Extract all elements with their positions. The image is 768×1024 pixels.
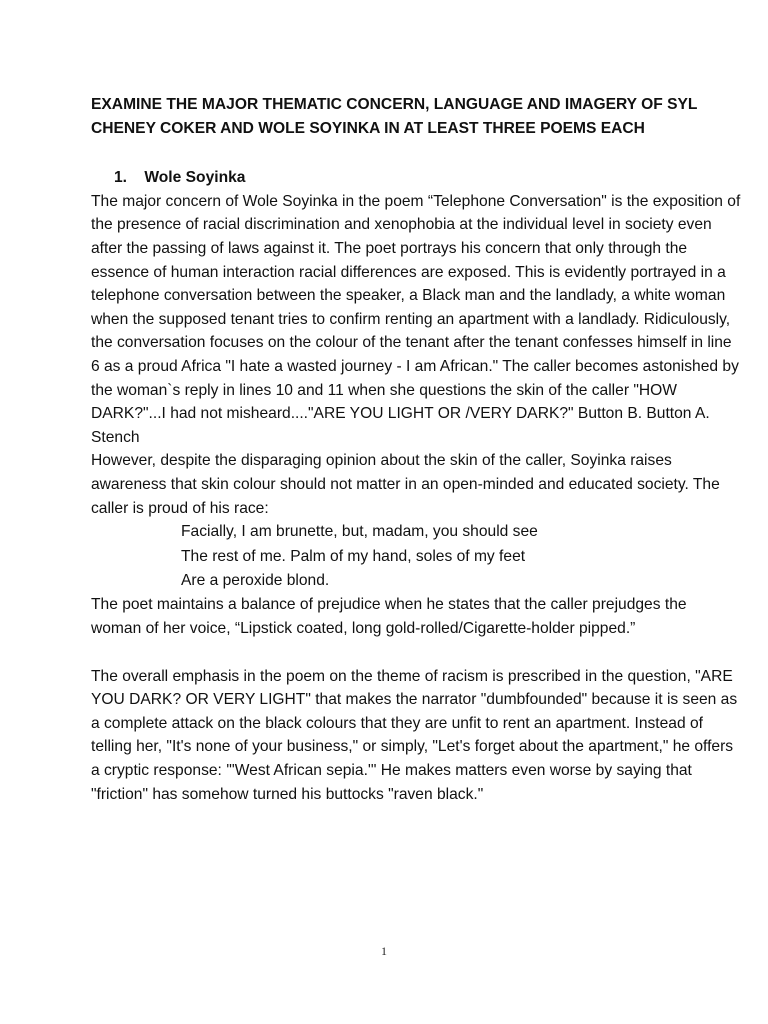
paragraph-2: However, despite the disparaging opinion about the skin of the caller, Soyinka raises awareness that skin colour should not matter in an open-minded and educated society. The caller is proud of his race: <box>91 452 720 517</box>
quote-line-3: Are a peroxide blond. <box>181 571 330 589</box>
document-body <box>91 93 741 806</box>
section-heading <box>91 166 741 190</box>
document-title: EXAMINE THE MAJOR THEMATIC CONCERN, LANGUAGE AND IMAGERY OF SYL CHENEY COKER AND WOLE SOYINKA IN AT LEAST THREE POEMS EACH <box>91 96 698 138</box>
section-title: Wole Soyinka <box>144 168 246 186</box>
poem-quote <box>91 520 741 593</box>
paragraph-4: The overall emphasis in the poem on the theme of racism is prescribed in the question, "ARE YOU DARK? OR VERY LIGHT" that makes the narrator "dumbfounded" because it is seen as a complete attack on the black colours that they are unfit to rent an apartment. Instead of telling her, "It's none of your business," or simply, "Let's forget about the apartment," he offers a cryptic response: '"West African sepia.'" He makes matters even worse by saying that "friction" has somehow turned his buttocks "raven black." <box>91 667 738 803</box>
paragraph-3: The poet maintains a balance of prejudice when he states that the caller prejudges the woman of her voice, “Lipstick coated, long gold-rolled/Cigarette-holder pipped.” <box>91 596 687 637</box>
paragraph-1: The major concern of Wole Soyinka in the poem “Telephone Conversation" is the exposition of the presence of racial discrimination and xenophobia at the individual level in society even after the passing of laws against it. The poet portrays his concern that only through the essence of human interaction racial differences are exposed. This is evidently portrayed in a telephone conversation between the speaker, a Black man and the landlady, a white woman when the supposed tenant tries to confirm renting an apartment with a landlady. Ridiculously, the conversation focuses on the colour of the tenant after the tenant confesses himself in line 6 as a proud Africa "I hate a wasted journey - I am African." The caller becomes astonished by the woman`s reply in lines 10 and 11 when she questions the skin of the caller "HOW DARK?"...I had not misheard...."ARE YOU LIGHT OR /VERY DARK?" Button B. Button A. Stench <box>91 192 741 446</box>
quote-line-1: Facially, I am brunette, but, madam, you should see <box>181 523 538 541</box>
paragraph-spacer <box>91 641 741 665</box>
page-number: 1 <box>381 944 387 958</box>
quote-line-2: The rest of me. Palm of my hand, soles of my feet <box>181 547 526 565</box>
section-number: 1. <box>114 168 128 186</box>
